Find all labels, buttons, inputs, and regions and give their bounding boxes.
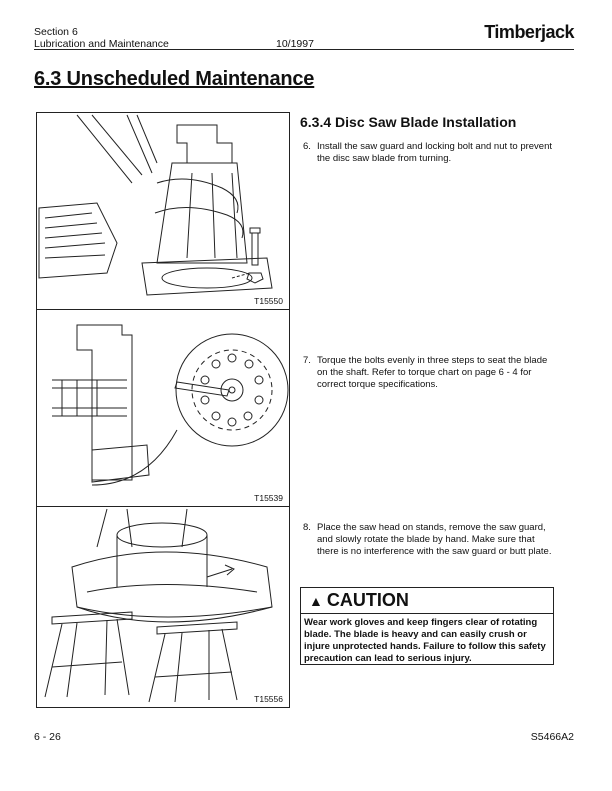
- figure-saw-guard: [36, 112, 290, 310]
- saw-guard-illustration: [37, 113, 289, 309]
- caution-label: CAUTION: [326, 590, 409, 610]
- caution-text: Wear work gloves and keep fingers clear of rotating blade. The blade is heavy and can easily crush or injure unprotected hands. Failure to follow this safety precaution can lead to serious injury.: [304, 617, 546, 664]
- step-text: Install the saw guard and locking bolt and nut to prevent the disc saw blade from turning.: [317, 141, 553, 164]
- step-text: Place the saw head on stands, remove the saw guard, and slowly rotate the blade by hand. Make sure that there is no interference with the saw guard or butt plate.: [317, 522, 552, 557]
- figure-id: T15539: [254, 493, 283, 503]
- blade-bolts-illustration: [37, 310, 289, 506]
- step-number: 7.: [303, 355, 311, 366]
- figure-saw-on-stands: [36, 506, 290, 708]
- caution-heading: [309, 590, 409, 611]
- step-number: 8.: [303, 522, 311, 533]
- header-section: Section 6: [34, 26, 78, 38]
- header-date: 10/1997: [276, 38, 314, 50]
- caution-box: [300, 587, 554, 665]
- step-text: Torque the bolts evenly in three steps to seat the blade on the shaft. Refer to torque chart on page 6 - 4 for correct torque specifications.: [317, 355, 548, 390]
- figure-blade-bolts: [36, 309, 290, 507]
- step-6: [303, 141, 558, 165]
- header-left: [34, 26, 169, 50]
- brand-logo: Timberjack: [484, 22, 574, 42]
- header-rule: [34, 49, 574, 50]
- document-code: S5466A2: [530, 731, 574, 743]
- step-8: [303, 522, 558, 558]
- section-title: 6.3 Unscheduled Maintenance: [34, 68, 315, 90]
- step-number: 6.: [303, 141, 311, 152]
- page-number: 6 - 26: [34, 731, 61, 743]
- subsection-title: 6.3.4 Disc Saw Blade Installation: [300, 114, 517, 130]
- header-subsection: Lubrication and Maintenance: [34, 38, 169, 50]
- figure-id: T15556: [254, 694, 283, 704]
- figure-id: T15550: [254, 296, 283, 306]
- step-7: [303, 355, 558, 391]
- warning-icon: ▲: [309, 593, 323, 609]
- saw-stands-illustration: [37, 507, 289, 707]
- caution-divider: [301, 613, 553, 614]
